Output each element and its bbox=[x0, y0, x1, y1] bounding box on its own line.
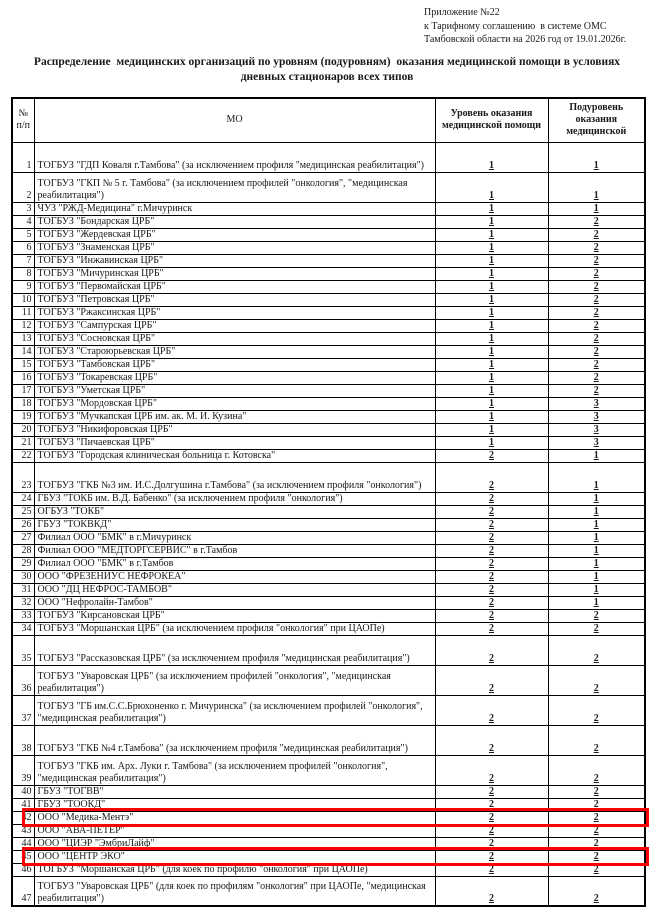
sublevel-value: 1 bbox=[548, 462, 645, 492]
row-number: 8 bbox=[12, 267, 34, 280]
page-title-line-2: дневных стационаров всех типов bbox=[240, 71, 414, 83]
table-row bbox=[12, 293, 645, 306]
sublevel-value: 1 bbox=[548, 172, 645, 202]
row-number: 32 bbox=[12, 596, 34, 609]
org-name: ООО "ЦИЭР "ЭмбриЛайф" bbox=[34, 837, 435, 850]
sublevel-value: 1 bbox=[548, 544, 645, 557]
table-row bbox=[12, 518, 645, 531]
org-name: ТОГБУЗ "Городская клиническая больница г. Котовска" bbox=[34, 449, 435, 462]
org-name: ТОГБУЗ "Сосновская ЦРБ" bbox=[34, 332, 435, 345]
sublevel-value: 1 bbox=[548, 531, 645, 544]
table-row bbox=[12, 280, 645, 293]
sublevel-value: 2 bbox=[548, 824, 645, 837]
table-row bbox=[12, 531, 645, 544]
level-value: 2 bbox=[435, 876, 548, 906]
sublevel-value: 2 bbox=[548, 785, 645, 798]
table-row bbox=[12, 215, 645, 228]
org-name: ТОГБУЗ "Уваровская ЦРБ" (для коек по профилям "онкология" при ЦАОПе, "медицинская реабилитация") bbox=[34, 876, 435, 906]
level-value: 1 bbox=[435, 241, 548, 254]
level-value: 2 bbox=[435, 798, 548, 811]
table-row bbox=[12, 811, 645, 824]
sublevel-value: 3 bbox=[548, 397, 645, 410]
org-name: ТОГБУЗ "Мичуринская ЦРБ" bbox=[34, 267, 435, 280]
org-name: ГБУЗ "ТОГВВ" bbox=[34, 785, 435, 798]
table-row bbox=[12, 306, 645, 319]
row-number: 40 bbox=[12, 785, 34, 798]
table-row bbox=[12, 423, 645, 436]
level-value: 1 bbox=[435, 142, 548, 172]
sublevel-value: 3 bbox=[548, 423, 645, 436]
org-name: ООО "Медика-Ментэ" bbox=[34, 811, 435, 824]
org-name: Филиал ООО "МЕДТОРГСЕРВИС" в г.Тамбов bbox=[34, 544, 435, 557]
sublevel-value: 2 bbox=[548, 755, 645, 785]
row-number: 11 bbox=[12, 306, 34, 319]
table-row bbox=[12, 332, 645, 345]
region-year-line: Тамбовской области на 2026 год от 19.01.2026г. bbox=[424, 34, 627, 45]
level-value: 2 bbox=[435, 492, 548, 505]
row-number: 46 bbox=[12, 863, 34, 876]
org-name: ТОГБУЗ "Тамбовская ЦРБ" bbox=[34, 358, 435, 371]
row-number: 29 bbox=[12, 557, 34, 570]
sublevel-value: 2 bbox=[548, 293, 645, 306]
level-value: 2 bbox=[435, 505, 548, 518]
row-number: 9 bbox=[12, 280, 34, 293]
row-number: 23 bbox=[12, 462, 34, 492]
level-value: 2 bbox=[435, 462, 548, 492]
level-value: 2 bbox=[435, 635, 548, 665]
table-row bbox=[12, 254, 645, 267]
org-name: ТОГБУЗ "ГБ им.С.С.Брюхоненко г. Мичуринска" (за исключением профилей "онкология", "медицинская реабилитация") bbox=[34, 695, 435, 725]
table-row bbox=[12, 785, 645, 798]
row-number: 30 bbox=[12, 570, 34, 583]
table-row bbox=[12, 850, 645, 863]
row-number: 35 bbox=[12, 635, 34, 665]
level-value: 2 bbox=[435, 596, 548, 609]
level-value: 2 bbox=[435, 544, 548, 557]
table-row bbox=[12, 172, 645, 202]
level-value: 2 bbox=[435, 725, 548, 755]
level-value: 1 bbox=[435, 397, 548, 410]
row-number: 13 bbox=[12, 332, 34, 345]
table-row bbox=[12, 267, 645, 280]
level-value: 2 bbox=[435, 695, 548, 725]
sublevel-value: 1 bbox=[548, 596, 645, 609]
level-value: 1 bbox=[435, 267, 548, 280]
org-name: ОГБУЗ "ТОКБ" bbox=[34, 505, 435, 518]
table-row bbox=[12, 837, 645, 850]
table-header-row bbox=[12, 98, 645, 142]
org-name: ТОГБУЗ "Моршанская ЦРБ" (для коек по профилю "онкология" при ЦАОПе) bbox=[34, 863, 435, 876]
sublevel-value: 2 bbox=[548, 306, 645, 319]
level-value: 1 bbox=[435, 319, 548, 332]
sublevel-value: 2 bbox=[548, 622, 645, 635]
table-row bbox=[12, 436, 645, 449]
level-value: 1 bbox=[435, 293, 548, 306]
level-value: 1 bbox=[435, 410, 548, 423]
org-name: ГБУЗ "ТОКБ им. В.Д. Бабенко" (за исключением профиля "онкология") bbox=[34, 492, 435, 505]
level-value: 2 bbox=[435, 622, 548, 635]
org-name: ТОГБУЗ "ГКБ им. Арх. Луки г. Тамбова" (за исключением профилей "онкология", "медицинская реабилитация") bbox=[34, 755, 435, 785]
row-number: 41 bbox=[12, 798, 34, 811]
sublevel-value: 2 bbox=[548, 725, 645, 755]
table-row bbox=[12, 583, 645, 596]
level-value: 1 bbox=[435, 280, 548, 293]
appendix-header bbox=[424, 6, 626, 47]
table-row bbox=[12, 695, 645, 725]
org-name: ТОГБУЗ "Уваровская ЦРБ" (за исключением профилей "онкология", "медицинская реабилитация") bbox=[34, 665, 435, 695]
level-value: 2 bbox=[435, 824, 548, 837]
level-value: 1 bbox=[435, 228, 548, 241]
col-header-sublevel: Подуровень оказания медицинской bbox=[548, 98, 645, 142]
sublevel-value: 1 bbox=[548, 449, 645, 462]
col-header-level: Уровень оказания медицинской помощи bbox=[435, 98, 548, 142]
table-row bbox=[12, 876, 645, 906]
org-table-body bbox=[12, 142, 645, 906]
table-row bbox=[12, 410, 645, 423]
sublevel-value: 2 bbox=[548, 876, 645, 906]
level-value: 2 bbox=[435, 449, 548, 462]
row-number: 44 bbox=[12, 837, 34, 850]
org-name: ТОГБУЗ "ГКБ №4 г.Тамбова" (за исключением профиля "медицинская реабилитация") bbox=[34, 725, 435, 755]
org-name: ТОГБУЗ "Ржаксинская ЦРБ" bbox=[34, 306, 435, 319]
sublevel-value: 2 bbox=[548, 332, 645, 345]
level-value: 1 bbox=[435, 436, 548, 449]
row-number: 15 bbox=[12, 358, 34, 371]
org-name: ТОГБУЗ "Первомайская ЦРБ" bbox=[34, 280, 435, 293]
sublevel-value: 2 bbox=[548, 850, 645, 863]
sublevel-value: 2 bbox=[548, 635, 645, 665]
row-number: 14 bbox=[12, 345, 34, 358]
sublevel-value: 2 bbox=[548, 665, 645, 695]
row-number: 1 bbox=[12, 142, 34, 172]
appendix-number-line: Приложение №22 bbox=[424, 7, 500, 18]
org-name: ТОГБУЗ "Староюрьевская ЦРБ" bbox=[34, 345, 435, 358]
table-row bbox=[12, 462, 645, 492]
org-name: ТОГБУЗ "ГКБ №3 им. И.С.Долгушина г.Тамбова" (за исключением профиля "онкология") bbox=[34, 462, 435, 492]
org-name: ТОГБУЗ "ГДП Коваля г.Тамбова" (за исключением профиля "медицинская реабилитация") bbox=[34, 142, 435, 172]
table-row bbox=[12, 492, 645, 505]
org-name: ТОГБУЗ "Кирсановская ЦРБ" bbox=[34, 609, 435, 622]
sublevel-value: 2 bbox=[548, 811, 645, 824]
table-row bbox=[12, 319, 645, 332]
sublevel-value: 3 bbox=[548, 436, 645, 449]
level-value: 1 bbox=[435, 172, 548, 202]
row-number: 31 bbox=[12, 583, 34, 596]
level-value: 1 bbox=[435, 358, 548, 371]
sublevel-value: 2 bbox=[548, 837, 645, 850]
org-name: ТОГБУЗ "Уметская ЦРБ" bbox=[34, 384, 435, 397]
row-number: 28 bbox=[12, 544, 34, 557]
row-number: 37 bbox=[12, 695, 34, 725]
sublevel-value: 2 bbox=[548, 384, 645, 397]
level-value: 2 bbox=[435, 531, 548, 544]
row-number: 12 bbox=[12, 319, 34, 332]
distribution-table bbox=[11, 97, 646, 907]
sublevel-value: 2 bbox=[548, 319, 645, 332]
table-row bbox=[12, 635, 645, 665]
page-title bbox=[0, 55, 654, 85]
level-value: 2 bbox=[435, 785, 548, 798]
row-number: 33 bbox=[12, 609, 34, 622]
org-name: ТОГБУЗ "Инжавинская ЦРБ" bbox=[34, 254, 435, 267]
sublevel-value: 1 bbox=[548, 583, 645, 596]
org-name: ГБУЗ "ТОКВКД" bbox=[34, 518, 435, 531]
table-row bbox=[12, 863, 645, 876]
row-number: 24 bbox=[12, 492, 34, 505]
sublevel-value: 2 bbox=[548, 358, 645, 371]
level-value: 1 bbox=[435, 384, 548, 397]
org-name: ООО "Нефролайн-Тамбов" bbox=[34, 596, 435, 609]
page-title-line-1: Распределение медицинских организаций по уровням (подуровням) оказания медицинской помощи в условиях bbox=[33, 56, 621, 68]
row-number: 18 bbox=[12, 397, 34, 410]
sublevel-value: 1 bbox=[548, 570, 645, 583]
level-value: 2 bbox=[435, 583, 548, 596]
org-name: ТОГБУЗ "Жердевская ЦРБ" bbox=[34, 228, 435, 241]
row-number: 36 bbox=[12, 665, 34, 695]
sublevel-value: 1 bbox=[548, 202, 645, 215]
level-value: 1 bbox=[435, 215, 548, 228]
row-number: 21 bbox=[12, 436, 34, 449]
org-name: ТОГБУЗ "Бондарская ЦРБ" bbox=[34, 215, 435, 228]
row-number: 17 bbox=[12, 384, 34, 397]
col-header-mo: МО bbox=[34, 98, 435, 142]
org-name: ООО "АВА-ПЕТЕР" bbox=[34, 824, 435, 837]
sublevel-value: 2 bbox=[548, 798, 645, 811]
level-value: 1 bbox=[435, 371, 548, 384]
level-value: 2 bbox=[435, 609, 548, 622]
org-name: ТОГБУЗ "Мордовская ЦРБ" bbox=[34, 397, 435, 410]
row-number: 4 bbox=[12, 215, 34, 228]
table-row bbox=[12, 544, 645, 557]
org-name: ЧУЗ "РЖД-Медицина" г.Мичуринск bbox=[34, 202, 435, 215]
table-row bbox=[12, 622, 645, 635]
row-number: 47 bbox=[12, 876, 34, 906]
level-value: 2 bbox=[435, 863, 548, 876]
table-row bbox=[12, 609, 645, 622]
org-name: ТОГБУЗ "Рассказовская ЦРБ" (за исключением профиля "медицинская реабилитация") bbox=[34, 635, 435, 665]
table-row bbox=[12, 202, 645, 215]
row-number: 6 bbox=[12, 241, 34, 254]
org-name: ТОГБУЗ "Знаменская ЦРБ" bbox=[34, 241, 435, 254]
org-name: Филиал ООО "БМК" в г.Тамбов bbox=[34, 557, 435, 570]
row-number: 19 bbox=[12, 410, 34, 423]
sublevel-value: 2 bbox=[548, 228, 645, 241]
org-name: ТОГБУЗ "Сампурская ЦРБ" bbox=[34, 319, 435, 332]
tariff-agreement-line: к Тарифному соглашению в системе ОМС bbox=[424, 20, 607, 32]
table-row bbox=[12, 228, 645, 241]
table-row bbox=[12, 725, 645, 755]
sublevel-value: 2 bbox=[548, 695, 645, 725]
sublevel-value: 2 bbox=[548, 254, 645, 267]
org-name: ООО "ЦЕНТР ЭКО" bbox=[34, 850, 435, 863]
table-row bbox=[12, 596, 645, 609]
row-number: 42 bbox=[12, 811, 34, 824]
level-value: 1 bbox=[435, 254, 548, 267]
table-row bbox=[12, 397, 645, 410]
level-value: 2 bbox=[435, 811, 548, 824]
org-name: ТОГБУЗ "ГКП № 5 г. Тамбова" (за исключением профилей "онкология", "медицинская реабилитация") bbox=[34, 172, 435, 202]
org-name: ГБУЗ "ТООКД" bbox=[34, 798, 435, 811]
org-name: ТОГБУЗ "Пичаевская ЦРБ" bbox=[34, 436, 435, 449]
org-name: ТОГБУЗ "Токаревская ЦРБ" bbox=[34, 371, 435, 384]
level-value: 2 bbox=[435, 837, 548, 850]
sublevel-value: 2 bbox=[548, 241, 645, 254]
sublevel-value: 2 bbox=[548, 371, 645, 384]
table-row bbox=[12, 665, 645, 695]
row-number: 45 bbox=[12, 850, 34, 863]
level-value: 1 bbox=[435, 332, 548, 345]
org-name: ООО "ДЦ НЕФРОС-ТАМБОВ" bbox=[34, 583, 435, 596]
table-row bbox=[12, 570, 645, 583]
level-value: 1 bbox=[435, 306, 548, 319]
level-value: 1 bbox=[435, 202, 548, 215]
table-row bbox=[12, 557, 645, 570]
table-row bbox=[12, 384, 645, 397]
row-number: 34 bbox=[12, 622, 34, 635]
table-row bbox=[12, 142, 645, 172]
row-number: 16 bbox=[12, 371, 34, 384]
sublevel-value: 1 bbox=[548, 518, 645, 531]
org-name: ТОГБУЗ "Мучкапская ЦРБ им. ак. М. И. Кузина" bbox=[34, 410, 435, 423]
row-number: 25 bbox=[12, 505, 34, 518]
level-value: 2 bbox=[435, 518, 548, 531]
row-number: 39 bbox=[12, 755, 34, 785]
sublevel-value: 2 bbox=[548, 345, 645, 358]
sublevel-value: 2 bbox=[548, 863, 645, 876]
sublevel-value: 1 bbox=[548, 505, 645, 518]
row-number: 3 bbox=[12, 202, 34, 215]
sublevel-value: 2 bbox=[548, 267, 645, 280]
row-number: 22 bbox=[12, 449, 34, 462]
sublevel-value: 2 bbox=[548, 215, 645, 228]
sublevel-value: 1 bbox=[548, 142, 645, 172]
row-number: 27 bbox=[12, 531, 34, 544]
table-row bbox=[12, 358, 645, 371]
sublevel-value: 3 bbox=[548, 410, 645, 423]
level-value: 2 bbox=[435, 665, 548, 695]
org-name: ТОГБУЗ "Никифоровская ЦРБ" bbox=[34, 423, 435, 436]
sublevel-value: 1 bbox=[548, 492, 645, 505]
org-name: ТОГБУЗ "Петровская ЦРБ" bbox=[34, 293, 435, 306]
org-name: ООО "ФРЕЗЕНИУС НЕФРОКЕА" bbox=[34, 570, 435, 583]
row-number: 2 bbox=[12, 172, 34, 202]
table-row bbox=[12, 505, 645, 518]
row-number: 5 bbox=[12, 228, 34, 241]
table-row bbox=[12, 755, 645, 785]
level-value: 1 bbox=[435, 423, 548, 436]
table-row bbox=[12, 824, 645, 837]
org-name: Филиал ООО "БМК" в г.Мичуринск bbox=[34, 531, 435, 544]
row-number: 38 bbox=[12, 725, 34, 755]
org-name: ТОГБУЗ "Моршанская ЦРБ" (за исключением профиля "онкология" при ЦАОПе) bbox=[34, 622, 435, 635]
level-value: 1 bbox=[435, 345, 548, 358]
col-header-row-number: № п/п bbox=[12, 98, 34, 142]
level-value: 2 bbox=[435, 570, 548, 583]
sublevel-value: 2 bbox=[548, 280, 645, 293]
row-number: 7 bbox=[12, 254, 34, 267]
row-number: 43 bbox=[12, 824, 34, 837]
level-value: 2 bbox=[435, 557, 548, 570]
level-value: 2 bbox=[435, 755, 548, 785]
table-row bbox=[12, 449, 645, 462]
row-number: 20 bbox=[12, 423, 34, 436]
level-value: 2 bbox=[435, 850, 548, 863]
table-row bbox=[12, 345, 645, 358]
row-number: 26 bbox=[12, 518, 34, 531]
table-row bbox=[12, 241, 645, 254]
table-row bbox=[12, 371, 645, 384]
sublevel-value: 2 bbox=[548, 609, 645, 622]
row-number: 10 bbox=[12, 293, 34, 306]
table-row bbox=[12, 798, 645, 811]
sublevel-value: 1 bbox=[548, 557, 645, 570]
